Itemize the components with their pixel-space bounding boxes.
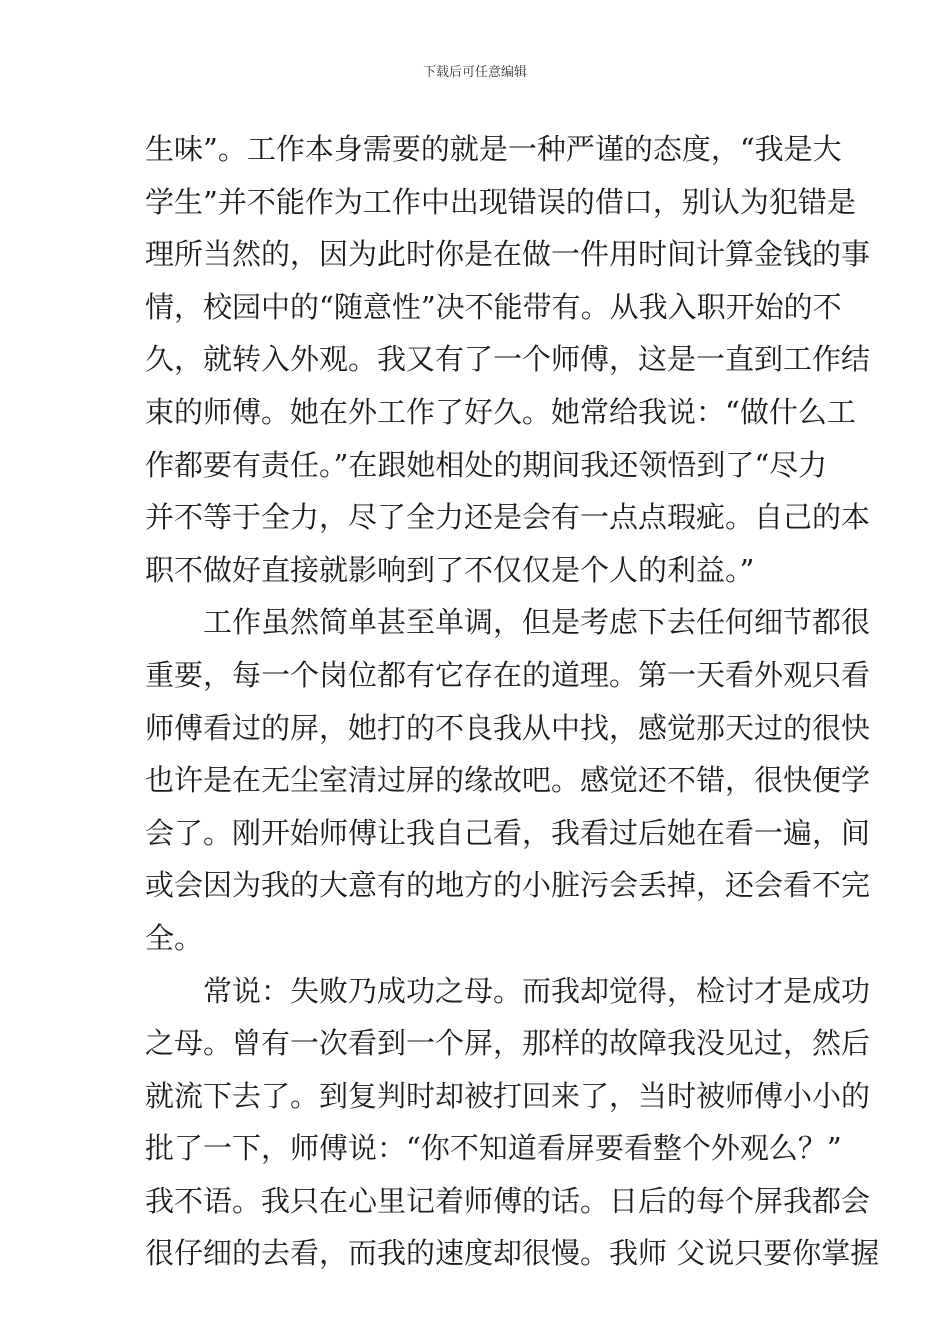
text-line: 我不语。我只在心里记着师傅的话。日后的每个屏我都会 bbox=[145, 1183, 871, 1218]
text-line: 就流下去了。到复判时却被打回来了，当时被师傅小小的 bbox=[145, 1078, 871, 1113]
document-body bbox=[145, 126, 880, 1283]
text-line: 职不做好直接就影响到了不仅仅是个人的利益。” bbox=[145, 552, 755, 587]
text-line: 会了。刚开始师傅让我自己看，我看过后她在看一遍，间 bbox=[145, 815, 871, 850]
text-line: 理所当然的，因为此时你是在做一件用时间计算金钱的事 bbox=[145, 237, 871, 272]
page-header: 下载后可任意编辑 bbox=[422, 65, 527, 80]
text-line: 或会因为我的大意有的地方的小脏污会丢掉，还会看不完 bbox=[145, 868, 871, 903]
text-line: 之母。曾有一次看到一个屏，那样的故障我没见过，然后 bbox=[145, 1026, 871, 1061]
text-line: 并不等于全力，尽了全力还是会有一点点瑕疵。自己的本 bbox=[145, 500, 871, 535]
text-line: 也许是在无尘室清过屏的缘故吧。感觉还不错，很快便学 bbox=[145, 763, 871, 798]
text-line: 全。 bbox=[145, 920, 204, 955]
text-line: 久，就转入外观。我又有了一个师傅，这是一直到工作结 bbox=[145, 342, 871, 377]
text-line: 作都要有责任。”在跟她相处的期间我还领悟到了“尽力 bbox=[145, 447, 828, 482]
text-line: 情，校园中的“随意性”决不能带有。从我入职开始的不 bbox=[145, 289, 842, 324]
text-line: 生味”。工作本身需要的就是一种严谨的态度，“我是大 bbox=[145, 132, 842, 166]
text-line: 学生”并不能作为工作中出现错误的借口，别认为犯错是 bbox=[145, 184, 856, 219]
text-line: 很仔细的去看，而我的速度却很慢。我师 父说只要你掌握 bbox=[145, 1236, 880, 1271]
text-line: 师傅看过的屏，她打的不良我从中找，感觉那天过的很快 bbox=[145, 710, 871, 745]
text-line: 束的师傅。她在外工作了好久。她常给我说：“做什么工 bbox=[145, 394, 856, 429]
text-line: 批了一下，师傅说：“你不知道看屏要看整个外观么？” bbox=[145, 1131, 842, 1166]
paragraph-start-line: 常说：失败乃成功之母。而我却觉得，检讨才是成功 bbox=[203, 973, 871, 1008]
paragraph-start-line: 工作虽然简单甚至单调，但是考虑下去任何细节都很 bbox=[203, 605, 871, 640]
text-line: 重要，每一个岗位都有它存在的道理。第一天看外观只看 bbox=[145, 657, 871, 692]
